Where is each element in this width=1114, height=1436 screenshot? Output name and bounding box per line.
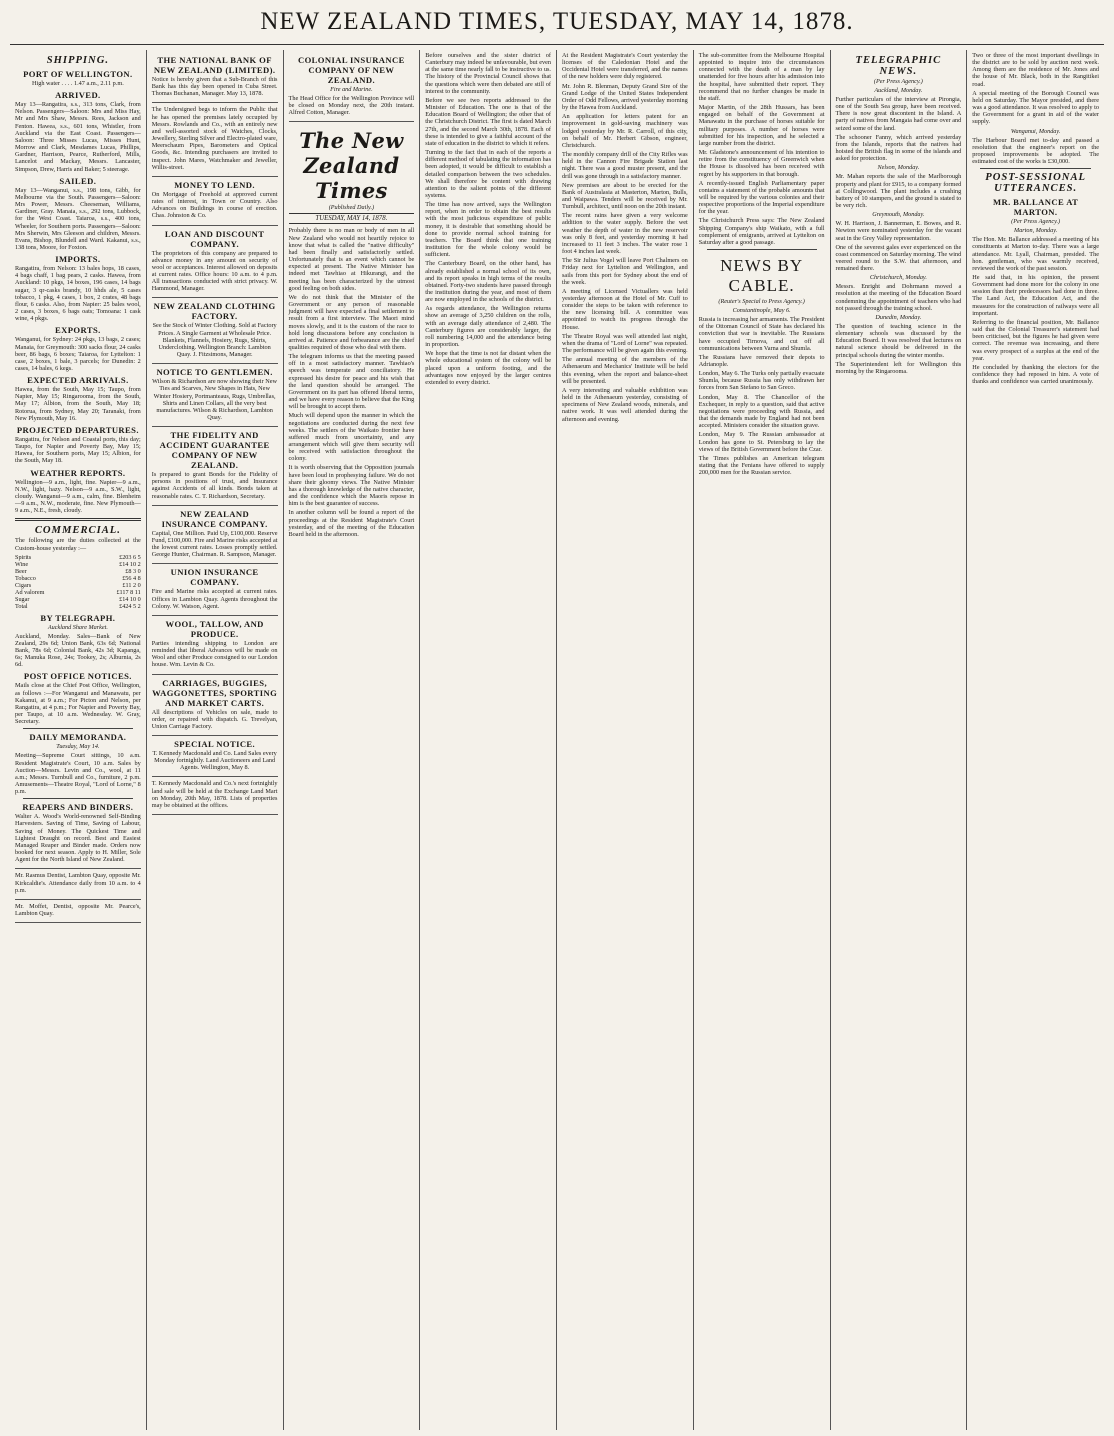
paper-title: The New Zealand Times [299,128,404,204]
article-paragraph: Before we see two reports addressed to the Minister of Education. The one is that of the Education Board of Wellington; the other that of the Christchurch District. The first is dated March 27th, and the second March 30th, 1878. Each of these is intended to give a faithful account of the state of education in the district to which it refers. [425,96,551,147]
news-paragraph: The Christchurch Press says: The New Zealand Shipping Company's ship Waikato, with a full complement of emigrants, arrived at Lyttelton on Saturday after a good passage. [698,217,825,246]
advert-text: The Undersigned begs to inform the Public that he has opened the premises lately occupied by Messrs. Rowlands and Co., with an entirely new and well-assorted stock of Watches, Clocks, Jewellery, Sterling Silver and Electro-plated ware, Meerschaum Pipes, Barometers and Optical Goods, &c. Intending purchasers are invited to inspect. John Mares, Watchmaker and Jeweller, Willis-street. [151,106,278,171]
duty-value: £14 10 2 [119,560,141,568]
leader-paragraph: Probably there is no man or body of men in all New Zealand who would not heartily rejoice to know that what is called the "native difficulty" had been finally and satisfactorily settled. Unfortunately that is an event which cannot be expected at present. The Native Minister has indeed met Tawhiao at Hikurangi, and the meeting has been characterized by the utmost good feeling on both sides. [288,227,415,292]
postoffice-text: Mails close at the Chief Post Office, Wellington, as follows :—For Wanganui and Manawatu, per Kakanui, at 9 a.m.; For Picton and Nelson, per Rangatira, at 4 p.m.; For Napier and Poverty Bay, per Taupo, at 10 a.m. Wednesday. W. Gray, Secretary. [15,682,141,726]
news-paragraph: The annual meeting of the members of the Athenaeum and Mechanics' Institute will be held this evening, when the report and balance-sheet will be presented. [562,356,688,385]
post-sessional-paragraph: He said that, in his opinion, the present Government had done more for the colony in one session than their predecessors had done in three. The Land Act, the Education Act, and the measures for the construction of railways were all important. [972,273,1099,317]
telegraph-text: Auckland, Monday. Sales—Bank of New Zealand, 29s 6d; Union Bank, 63s 6d; National Bank, 78s 6d; Colonial Bank, 42s 3d; Kapanga, 6s; Manuka Rose, 24s; Tookey, 2s; Alburnia, 2s 6d. [15,632,141,669]
cable-paragraph: London, May 6. The Turks only partially evacuate Shumla, because Russia has only withdrawn her forces from San Stefano to San Greco. [698,370,825,392]
advert-heading: SPECIAL NOTICE. [174,738,256,749]
leader-paragraph: Much will depend upon the manner in which the negotiations are conducted during the next few weeks. The settlers of the Waikato frontier have suffered much from uncertainty, and any arrangement which will give them security will be received with satisfaction throughout the colony. [288,412,415,463]
article-paragraph: Turning to the fact that in each of the reports a different method of tabulating the information has been adopted, it would be difficult to establish a detailed comparison between the two schedules. We shall therefore be content with drawing attention to the salient points of the different systems. [425,149,551,199]
telegraphic-paragraph: The Superintendent left for Wellington this morning by the Ringarooma. [835,360,962,375]
advert-text: Mr. Rasmus Dentist, Lambton Quay, opposite Mr. Kirkcaldie's. Attendance daily from 10 a.m. to 4 p.m. [15,872,141,894]
duty-value: £14 10 0 [119,595,141,603]
paper-sub: (Published Daily.) [328,204,375,212]
post-sessional-place: Marton, Monday. [1014,227,1058,235]
divider [23,798,133,799]
imports-text: Rangatira, from Nelson: 13 bales hops, 18 cases, 4 bags chaff, 1 bag pears, 2 casks. Hawea, from Auckland: 10 pkgs, 14 boxes, 196 cases, 14 bags sugar, 3 qr-casks brandy, 10 hhds ale, 5 cases tobacco, 1 pkg, 4 cases, 1 box, 2 crates, 48 bags flour, 6 casks. Also, from Napier: 25 bales wool, 2 cases, 3 boxes, 6 bags oats; Tomoana: 1 cask wine, 4 pkgs. [15,265,141,323]
duty-item: Beer [15,567,27,575]
advert-fidelity [152,430,278,506]
weather-text: Wellington—9 a.m., light, fine. Napier—9 a.m., N.W., light, hazy. Nelson—9 a.m., S.W., light, cloudy. Wanganui—9 a.m., calm, fine. Blenheim—9 a.m., N.W., moderate, fine. New Plymouth—9 a.m., N.E., fresh, cloudy. [15,478,141,515]
advert-text: On Mortgage of Freehold at approved current rates of interest, in Town or Country. Also Advances on Buildings in course of erection. Chas. Johnston & Co. [151,190,278,220]
telegraphic-place: Dunedin, Monday. [875,313,922,321]
news-paragraph: The recent rains have given a very welcome addition to the water supply. Before the wet weather the depth of water in the new reservoir was only 8 feet, and yesterday morning it had increased to 11 feet 3 inches. The water rose 1 foot 4 inches last week. [562,212,688,256]
column-5 [557,50,694,1430]
advert-kennedy [152,780,278,815]
telegraphic-paragraph: W. H. Harrison, J. Bannerman, E. Bowes, and R. Newton were nominated yesterday for the vacant seat in the Grey Valley representation. [835,220,962,242]
post-sessional-heading: POST-SESSIONAL UTTERANCES. [985,172,1086,195]
advert-text: The Head Office for the Wellington Province will be closed on Monday next, the 20th instant. Alfred Cotton, Manager. [288,95,415,117]
cable-place: Constantinople, May 6. [732,307,791,315]
newspaper-columns [10,50,1104,1430]
news-paragraph: Mr. John R. Blenman, Deputy Grand Sire of the Grand Lodge of the United States Independent Order of Odd Fellows, arrived yesterday morning by the Hawea from Auckland. [562,82,688,112]
advert-text: T. Kennedy Macdonald and Co.'s next fortnightly land sale will be held at the Exchange Land Mart on Monday, 20th May, 1878. Lists of properties may be obtained at the offices. [151,780,278,809]
imports-heading: IMPORTS. [55,254,101,265]
commercial-sub: The following are the duties collected at the Custom-house yesterday :— [15,537,141,552]
post-sessional-sub: MR. BALLANCE AT MARTON. [992,197,1079,218]
masthead-rule [10,44,1104,45]
telegraphic-paragraph: The schooner Fanny, which arrived yesterday from the Islands, reports that the natives had hoisted the British flag in some of the islands and asked for protection. [835,133,962,163]
masthead-title: NEW ZEALAND TIMES, TUESDAY, MAY 14, 1878. [260,8,854,35]
arrived-text: May 13—Rangatira, s.s., 313 tons, Clark, from Nelson. Passengers—Saloon: Mrs and Miss Hay, Mr and Mrs Shaw, Messrs. Rees, Jackson and Fenton. Hawea, s.s., 601 tons, Whistler, from Auckland via the East Coast. Passengers—Saloon: Three Misses Lucas, Misses Hunt, Morrow and Clark, Mesdames Lucas, Phillips, Gardner, Harrison, Pearce, Rutherford, Mills, Lancelot and Mackay, Messrs. Lancaster, Simpson, Drew, Harris and Baker; 5 steerage. [15,101,141,173]
advert-dentist-2 [15,903,141,923]
postoffice-heading: POST OFFICE NOTICES. [23,671,132,682]
cable-sub: (Reuter's Special to Press Agency.) [718,298,805,306]
divider [23,728,133,729]
table-row [15,568,141,575]
column-7 [831,50,968,1430]
telegraphic-paragraph: The question of teaching science in the elementary schools was discussed by the Education Board. It was resolved that lectures on natural science should be delivered in the principal schools during the winter months. [835,322,962,359]
advert-special [152,739,278,777]
advert-wool [152,619,278,675]
advert-colonial [289,55,415,122]
cable-paragraph: Russia is increasing her armaments. The President of the Ottoman Council of State has declared his conviction that war is inevitable. The Russians have occupied Tirnova, and cut off all communications between Varna and Shumla. [698,316,825,352]
expected-text: Hawea, from the South, May 15; Taupo, from Napier, May 15; Ringarooma, from the South, May 17; Albion, from the South, May 18; Rotorua, from Sydney, May 20; Taranaki, from New Plymouth, May 16. [15,386,141,422]
table-row [15,561,141,568]
advert-reapers [15,802,141,869]
port-heading: PORT OF WELLINGTON. [23,69,133,79]
duty-item: Ad valorem [15,588,45,596]
paper-date: TUESDAY, MAY 14, 1878. [289,213,415,224]
article-paragraph: As regards attendance, the Wellington returns show an average of 3,250 children on the rolls, with an average daily attendance of 2,480. The Canterbury figures are considerably larger, the roll numbering 14,000 and the attendance being in proportion. [425,305,551,349]
memo-text: Meeting—Supreme Court sittings, 10 a.m. Resident Magistrate's Court, 10 a.m. Sales by Auction—Messrs. Levin and Co., wool, at 11 a.m.; Messrs. Turnbull and Co., furniture, 2 p.m. Amusements—Theatre Royal, "Lord of Lorne," 8 p.m. [15,752,141,796]
divider [707,249,817,250]
divider [980,168,1091,169]
advert-loan [152,229,278,299]
advert-text: Parties intending shipping to London are reminded that liberal Advances will be made on Wool and other Produce consigned to our London house. Wm. Levin & Co. [151,639,278,669]
advert-money [152,180,278,226]
advert-clothing [152,301,278,364]
column-4 [420,50,557,1430]
advert-text: T. Kennedy Macdonald and Co. Land Sales every Monday fortnightly. Land Auctioneers and Land Agents. Wellington, May 8. [152,749,277,772]
article-paragraph: The time has now arrived, says the Wellington report, when in order to obtain the best results with the most judicious expenditure of public money, it is desirable that something should be done to provide normal school training for teachers. The Board think that one training institution for the whole colony would be sufficient. [425,201,551,259]
telegraphic-sub: (Per Press Agency.) [873,78,923,85]
news-place: Wanganui, Monday. [1010,127,1061,135]
memo-date: Tuesday, May 14. [56,743,100,751]
advert-heading: NEW ZEALAND CLOTHING FACTORY. [153,301,276,322]
projected-text: Rangatira, for Nelson and Coastal ports, this day; Taupo, for Napier and Poverty Bay, May 15; Hawea, for Southern ports, May 15; Albion, for the South, May 18. [15,435,141,465]
exports-text: Wanganui, for Sydney: 24 pkgs, 13 bags, 2 cases; Manaia, for Greymouth: 300 sacks flour, 24 casks beer, 86 bags, 6 boxes; Taiaroa, for Lyttelton: 1 case, 2 boxes, 1 bale, 3 parcels; for Dunedin: 2 cases, 14 bales, 6 kegs. [15,336,141,372]
advert-text: The proprietors of this company are prepared to advance money in any amount on security of wool or acceptances. Interest allowed on deposits at current rates. Office hours: 10 a.m. to 4 p.m. All transactions conducted with strict privacy. W. Hammond, Manager. [151,249,278,293]
news-paragraph: An application for letters patent for an improvement in gold-saving machinery was lodged yesterday by Mr. R. Carroll, of this city, on behalf of Mr. Herbert Gibson, engineer, Christchurch. [562,113,688,149]
news-paragraph: The sub-committee from the Melbourne Hospital appointed to inquire into the circumstances connected with the death of a man by lay unattended for five hours after his admission into the hospital, have submitted their report. They recommend that no further changes be made in the staff. [698,52,825,102]
advert-heading: UNION INSURANCE COMPANY. [170,567,259,588]
duty-value: £11 2 0 [122,581,141,589]
shipping-heading: SHIPPING. [46,55,110,66]
post-sessional-paragraph: Referring to the financial position, Mr. Ballance said that the Colonial Treasurer's statement had been criticised, but the figures he had given were correct. The revenue was increasing, and there was every prospect of a surplus at the end of the year. [972,318,1099,362]
cable-paragraph: London, May 9. The Russian ambassador at London has gone to St. Petersburg to lay the views of the British Government before the Czar. [698,431,825,453]
advert-watchmaker [152,106,278,176]
leader-paragraph: The telegram informs us that the meeting passed off in a most satisfactory manner. Tawhiao's speech was temperate and conciliatory. He expressed his desire for peace and his wish that the land question should be arranged. The Government on its part has offered liberal terms, and we have every reason to believe that the King will be brought to accept them. [288,353,415,411]
expected-heading: EXPECTED ARRIVALS. [27,375,129,386]
advert-bank [152,55,278,103]
telegraphic-paragraph: Messrs. Enright and Dohrmann moved a resolution at the meeting of the Education Board condemning the appointment of teachers who had not passed through the training school. [835,283,962,312]
advert-heading: CARRIAGES, BUGGIES, WAGGONETTES, SPORTING AND MARKET CARTS. [152,677,278,708]
column-6 [694,50,831,1430]
telegraphic-paragraph: Mr. Mahan reports the sale of the Marlborough property and plant for £915, to a company formed at Collingwood. The plant includes a crushing battery of 10 stampers, and the ground is stated to be very rich. [835,173,962,210]
advert-text: Is prepared to grant Bonds for the Fidelity of persons in positions of trust, and Insurance against Accidents of all kinds. Bonds taken at reasonable rates. C. T. Richardson, Secretary. [151,471,278,500]
projected-heading: PROJECTED DEPARTURES. [16,424,139,435]
advert-heading: LOAN AND DISCOUNT COMPANY. [164,228,265,249]
news-paragraph: A very interesting and valuable exhibition was held in the Athenaeum yesterday, consisting of specimens of New Zealand woods, minerals, and native work. It was well attended during the afternoon and evening. [562,386,688,423]
sailed-heading: SAILED. [59,175,97,186]
post-sessional-paragraph: He concluded by thanking the electors for the confidence they had reposed in him. A vote of thanks and confidence was carried unanimously. [972,363,1099,386]
advert-text: Wilson & Richardson are now showing their New Ties and Scarves, New Shapes in Hats, New Winter Hosiery, Portmanteaus, Rugs, Umbrellas, Shirts and Linen Collars, all the very best manufactures. Wilson & Richardson, Lambton Quay. [152,378,278,421]
telegraphic-place: Nelson, Monday. [877,164,920,172]
advert-gentlemen [152,367,278,427]
duty-value: £56 4 8 [122,574,141,582]
telegraph-sub: Auckland Share Market. [47,623,108,631]
masthead [0,0,1114,50]
advert-text: Notice is hereby given that a Sub-Branch of this Bank has this day been opened in Cuba Street. Thomas Buchanan, Manager. May 13, 1878. [151,76,278,98]
duty-item: Sugar [15,595,30,603]
cable-heading: NEWS BY CABLE. [720,256,804,296]
column-3 [284,50,421,1430]
article-paragraph: The Canterbury Board, on the other hand, has already established a normal school of its own, and its report speaks in high terms of the results obtained. Forty-two students have passed through the institution during the year, and most of them are now employed in the schools of the district. [425,260,551,304]
advert-union [152,567,278,615]
advert-text: Capital, One Million. Paid Up, £100,000. Reserve Fund, £100,000. Fire and Marine risks accepted at the lowest current rates. Losses promptly settled. George Hunter, Chairman. R. Sampson, Manager. [151,529,278,559]
telegraphic-place: Christchurch, Monday. [869,274,927,282]
news-paragraph: Two or three of the most important dwellings in the district are to be sold by auction next week. Among them are the residence of Mr. Jones and the house of Mr. Black, both in the Rangitikei road. [972,52,1099,88]
cable-paragraph: London, May 8. The Chancellor of the Exchequer, in reply to a question, said that active negotiations were proceeding with Russia, and that the demands made by England had not been accepted. Ministers consider the situation grave. [698,393,825,430]
divider [15,518,141,521]
duty-item: Wine [15,560,29,568]
telegraphic-place: Auckland, Monday. [874,87,923,94]
advert-heading: WOOL, TALLOW, AND PRODUCE. [165,618,264,639]
article-paragraph: We hope that the time is not far distant when the whole educational system of the colony will be placed upon a uniform footing, and the advantages now enjoyed by the larger centres extended to every district. [425,350,551,386]
news-paragraph: The Harbour Board met to-day and passed a resolution that the engineer's report on the proposed improvements be adopted. The estimated cost of the works is £30,000. [972,136,1099,166]
post-sessional-paragraph: The Hon. Mr. Ballance addressed a meeting of his constituents at Marton to-day. There was a large attendance. Mr. Lyall, Chairman, presided. The hon. gentleman, who was warmly received, reviewed the work of the past session. [972,236,1099,272]
advert-dentist [15,872,141,899]
news-paragraph: A recently-issued English Parliamentary paper contains a statement of the probable amounts that will be required by the various colonies and their respective proportions of the Imperial expenditure for the year. [698,179,825,216]
news-paragraph: A meeting of Licensed Victuallers was held yesterday afternoon at the Hotel of Mr. Cuff to consider the steps to be taken with reference to the new licensing bill. A committee was appointed to watch its progress through the House. [562,287,688,331]
advert-heading: THE FIDELITY AND ACCIDENT GUARANTEE COMPANY OF NEW ZEALAND. [159,430,270,471]
advert-heading: NEW ZEALAND INSURANCE COMPANY. [161,508,268,529]
weather-heading: WEATHER REPORTS. [30,467,126,478]
table-row [15,554,141,561]
news-paragraph: A special meeting of the Borough Council was held on Saturday. The Mayor presided, and there was a good attendance. It was resolved to apply to the Government for a grant in aid of the water supply. [972,89,1099,126]
duty-item: Total [15,602,28,610]
advert-heading: THE NATIONAL BANK OF NEW ZEALAND (LIMITED). [153,55,276,75]
advert-text: Mr. Moffet, Dentist, opposite Mr. Pearce's, Lambton Quay. [15,902,141,918]
table-row [15,596,141,603]
exports-heading: EXPORTS. [55,325,101,336]
table-row [15,603,141,610]
post-sessional-source: (Per Press Agency.) [1011,218,1061,226]
news-paragraph: The Sir Julius Vogel will leave Port Chalmers on Friday next for Lyttelton and Wellington, and sails from this port for Sydney about the end of the week. [562,257,688,286]
article-paragraph: Before ourselves and the sister district of Canterbury may indeed be unfavourable, but even at the same time nearly fall to be instructive to us. The history of the Provincial Council shows that the questions which were then debated are still of interest to the community. [425,52,551,95]
advert-nz-insurance [152,509,278,565]
telegraphic-place: Greymouth, Monday. [872,211,925,219]
leader-paragraph: It is worth observing that the Opposition journals have been loud in prophesying failure. We do not share their gloomy views. The Native Minister has a thorough knowledge of the native character, and the confidence which the Maoris repose in him is the best guarantee of success. [288,464,415,508]
advert-heading: COLONIAL INSURANCE COMPANY OF NEW ZEALAND. [297,55,405,85]
cable-paragraph: The Russians have removed their depots to Adrianople. [698,353,825,368]
advert-text: See the Stock of Winter Clothing. Sold at Factory Prices. A Single Garment at Wholesale Price. Blankets, Flannels, Hosiery, Rugs, Shirts, Underclothing. Wellington Branch: Lambton Quay. J. Fitzsimons, Manager. [152,322,277,359]
arrived-heading: ARRIVED. [55,90,101,101]
high-water: High water . . . . 1.47 a.m., 2.11 p.m. [31,80,124,87]
telegraphic-heading: TELEGRAPHIC NEWS. [855,55,942,77]
news-paragraph: Major Martin, of the 28th Hussars, has been engaged on behalf of the Government at Manawatu in the purchase of horses suitable for military purposes. A number of horses were submitted for his inspection, and he selected a large number from the district. [698,104,825,147]
advert-sub: Fire and Marine. [330,86,373,93]
telegraphic-paragraph: Further particulars of the interview at Pirongia, one of the South Sea group, have been received. There is now great discontent in the Island. A party of natives from Mangaia had come over and seized some of the land. [835,96,962,132]
duty-value: £203 6 5 [119,553,141,561]
news-paragraph: Mr. Gladstone's announcement of his intention to retire from the constituency of Greenwich when the House is dissolved has been received with regret by his supporters in that borough. [698,149,825,178]
duty-item: Spirits [15,553,32,561]
commercial-heading: COMMERCIAL. [34,525,121,537]
advert-text: All descriptions of Vehicles on sale, made to order, or repaired with dispatch. G. Trevelyan, Union Carriage Factory. [151,708,278,730]
table-row [15,582,141,589]
duties-table [15,554,141,610]
sailed-text: May 13—Wanganui, s.s., 198 tons, Gibb, for Melbourne via the South. Passengers—Saloon: Mrs Power, Messrs. Cheeseman, Williams, Gardiner, Gray. Manaia, s.s., 292 tons, Lubbock, for the West Coast. Taiaroa, s.s., 400 tons, Wheeler, for Southern ports. Passengers—Saloon: Mrs Sherwin, Mrs Gleeson and children, Messrs. Evans, Bishop, Blundell and Ward. Kakanui, s.s., 138 tons, Moore, for Foxton. [15,186,141,251]
news-paragraph: The monthly company drill of the City Rifles was held in the Cannon Fire Brigade Station last night. There was a good muster present, and the drill was gone through in a satisfactory manner. [562,151,688,180]
table-row [15,575,141,582]
table-row [15,589,141,596]
duty-value: £424 5 2 [119,602,141,610]
news-paragraph: New premises are about to be erected for the Bank of Australasia at Masterton, Marton, Bulls, and Waipawa. Tenders will be received by Mr. Turnbull, architect, until noon on the 20th instant. [562,181,688,211]
leader-paragraph: In another column will be found a report of the proceedings at the Resident Magistrate's Court yesterday, and of the meeting of the Education Board held in the afternoon. [288,509,415,538]
leader-paragraph: We do not think that the Minister of the Government or any person of reasonable judgment will have expected a final settlement to result from a first interview. The Maori mind moves slowly, and it is the custom of the race to hold long discussions before any conclusion is arrived at. Patience and forbearance are the chief qualities required of those who deal with them. [288,293,415,351]
advert-carriages [152,678,278,736]
advert-text: Fire and Marine risks accepted at current rates. Offices in Lambton Quay. Agents throughout the Colony. W. Watson, Agent. [151,588,278,610]
column-1 [10,50,147,1430]
duty-value: £8 3 0 [125,567,141,575]
cable-paragraph: The Times publishes an American telegram stating that the Fenians have offered to supply 200,000 men for the Russian service. [698,454,825,477]
advert-heading: MONEY TO LEND. [174,179,255,190]
news-paragraph: At the Resident Magistrate's Court yesterday the licenses of the Caledonian Hotel and the Occidental Hotel were transferred, and the names of the new holders were duly registered. [562,52,688,81]
memo-heading: DAILY MEMORANDA. [29,732,127,743]
duty-value: £117 8 11 [116,588,141,596]
news-paragraph: The Theatre Royal was well attended last night, when the drama of "Lord of Lorne" was repeated. The performance will be given again this evening. [562,332,688,355]
duty-item: Cigars [15,581,32,589]
telegraph-heading: BY TELEGRAPH. [40,612,116,623]
advert-text: Walter A. Wood's World-renowned Self-Binding Harvesters. Saving of Time, Saving of Labour, Saving of Money. The Quickest Time and Lightest Draught on record. Best and Easiest Managed Reaper and Binder made. Orders now booked for next season. Apply to H. Miller, Sole Agent for the North Island of New Zealand. [15,813,141,864]
column-2 [147,50,284,1430]
telegraphic-paragraph: One of the severest gales ever experienced on the coast commenced on Saturday morning. The wind veered round to the S.W. that afternoon, and remained there. [835,243,962,273]
column-8 [967,50,1104,1430]
duty-item: Tobacco [15,574,36,582]
advert-heading: NOTICE TO GENTLEMEN. [156,367,273,378]
advert-heading: REAPERS AND BINDERS. [22,802,134,813]
